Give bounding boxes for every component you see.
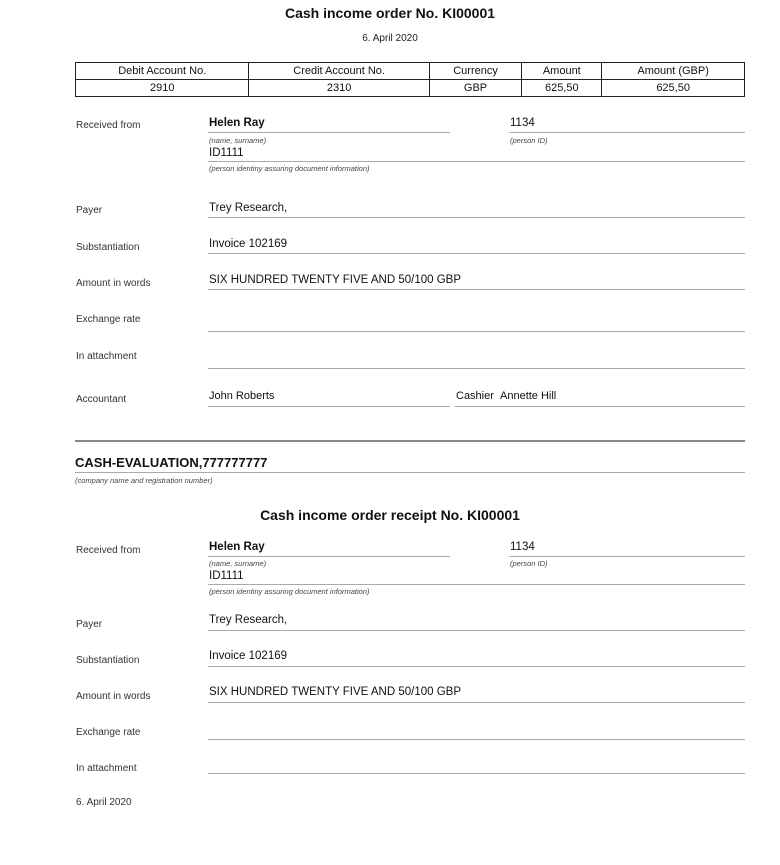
substantiation-value: Invoice 102169 (209, 238, 288, 250)
table-row (76, 80, 745, 97)
divider (455, 406, 745, 407)
table-header: Debit Account No. (76, 63, 249, 80)
substantiation-value: Invoice 102169 (209, 650, 288, 662)
divider (208, 556, 450, 557)
attachment-label: In attachment (76, 351, 137, 362)
cashier-value: Annette Hill (500, 390, 557, 402)
divider (509, 132, 745, 133)
divider (509, 556, 745, 557)
receipt-date: 6. April 2020 (76, 797, 132, 808)
table-header: Credit Account No. (249, 63, 429, 80)
section-separator (75, 440, 745, 442)
amount-words-label: Amount in words (76, 691, 151, 702)
table-header: Currency (429, 63, 522, 80)
person-id-caption: (person ID) (510, 559, 548, 568)
table-header: Amount (GBP) (602, 63, 745, 80)
divider (208, 331, 745, 332)
divider (208, 406, 450, 407)
accountant-label: Accountant (76, 394, 127, 405)
accounts-table (75, 62, 745, 97)
table-cell: GBP (429, 80, 522, 97)
identity-document: ID1111 (209, 147, 244, 159)
divider (208, 773, 745, 774)
divider (208, 217, 745, 218)
person-id-caption: (person ID) (510, 136, 548, 145)
divider (208, 584, 745, 585)
amount-words-value: SIX HUNDRED TWENTY FIVE AND 50/100 GBP (209, 686, 462, 698)
person-id: 1134 (510, 117, 535, 129)
table-cell: 625,50 (602, 80, 745, 97)
divider (208, 739, 745, 740)
payer-label: Payer (76, 205, 103, 216)
person-id: 1134 (510, 541, 535, 553)
amount-words-label: Amount in words (76, 278, 151, 289)
exchange-rate-label: Exchange rate (76, 314, 141, 325)
name-caption: (name, surname) (209, 136, 267, 145)
received-from-label: Received from (76, 120, 141, 131)
substantiation-label: Substantiation (76, 242, 140, 253)
identity-caption: (person identiny assuring document information) (209, 587, 370, 596)
company-name: CASH-EVALUATION,777777777 (75, 455, 268, 470)
amount-words-value: SIX HUNDRED TWENTY FIVE AND 50/100 GBP (209, 274, 462, 286)
payer-value: Trey Research, (209, 202, 288, 214)
payer-label: Payer (76, 619, 103, 630)
received-from-name: Helen Ray (209, 541, 265, 553)
table-header-row (76, 63, 745, 80)
exchange-rate-label: Exchange rate (76, 727, 141, 738)
table-header: Amount (522, 63, 602, 80)
accountant-value: John Roberts (209, 390, 275, 402)
order-title: Cash income order No. KI00001 (284, 5, 496, 21)
divider (208, 702, 745, 703)
company-caption: (company name and registration number) (75, 476, 213, 485)
divider (208, 630, 745, 631)
identity-caption: (person identiny assuring document information) (209, 164, 370, 173)
divider (208, 253, 745, 254)
table-cell: 2910 (76, 80, 249, 97)
received-from-name: Helen Ray (209, 117, 265, 129)
order-date: 6. April 2020 (362, 33, 418, 44)
divider (75, 472, 745, 473)
divider (208, 368, 745, 369)
divider (208, 161, 745, 162)
receipt-title: Cash income order receipt No. KI00001 (260, 507, 520, 523)
divider (208, 666, 745, 667)
table-cell: 625,50 (522, 80, 602, 97)
name-caption: (name, surname) (209, 559, 267, 568)
divider (208, 132, 450, 133)
cashier-label: Cashier (456, 390, 494, 402)
divider (208, 289, 745, 290)
received-from-label: Received from (76, 545, 141, 556)
payer-value: Trey Research, (209, 614, 288, 626)
attachment-label: In attachment (76, 763, 137, 774)
table-cell: 2310 (249, 80, 429, 97)
identity-document: ID1111 (209, 570, 244, 582)
substantiation-label: Substantiation (76, 655, 140, 666)
